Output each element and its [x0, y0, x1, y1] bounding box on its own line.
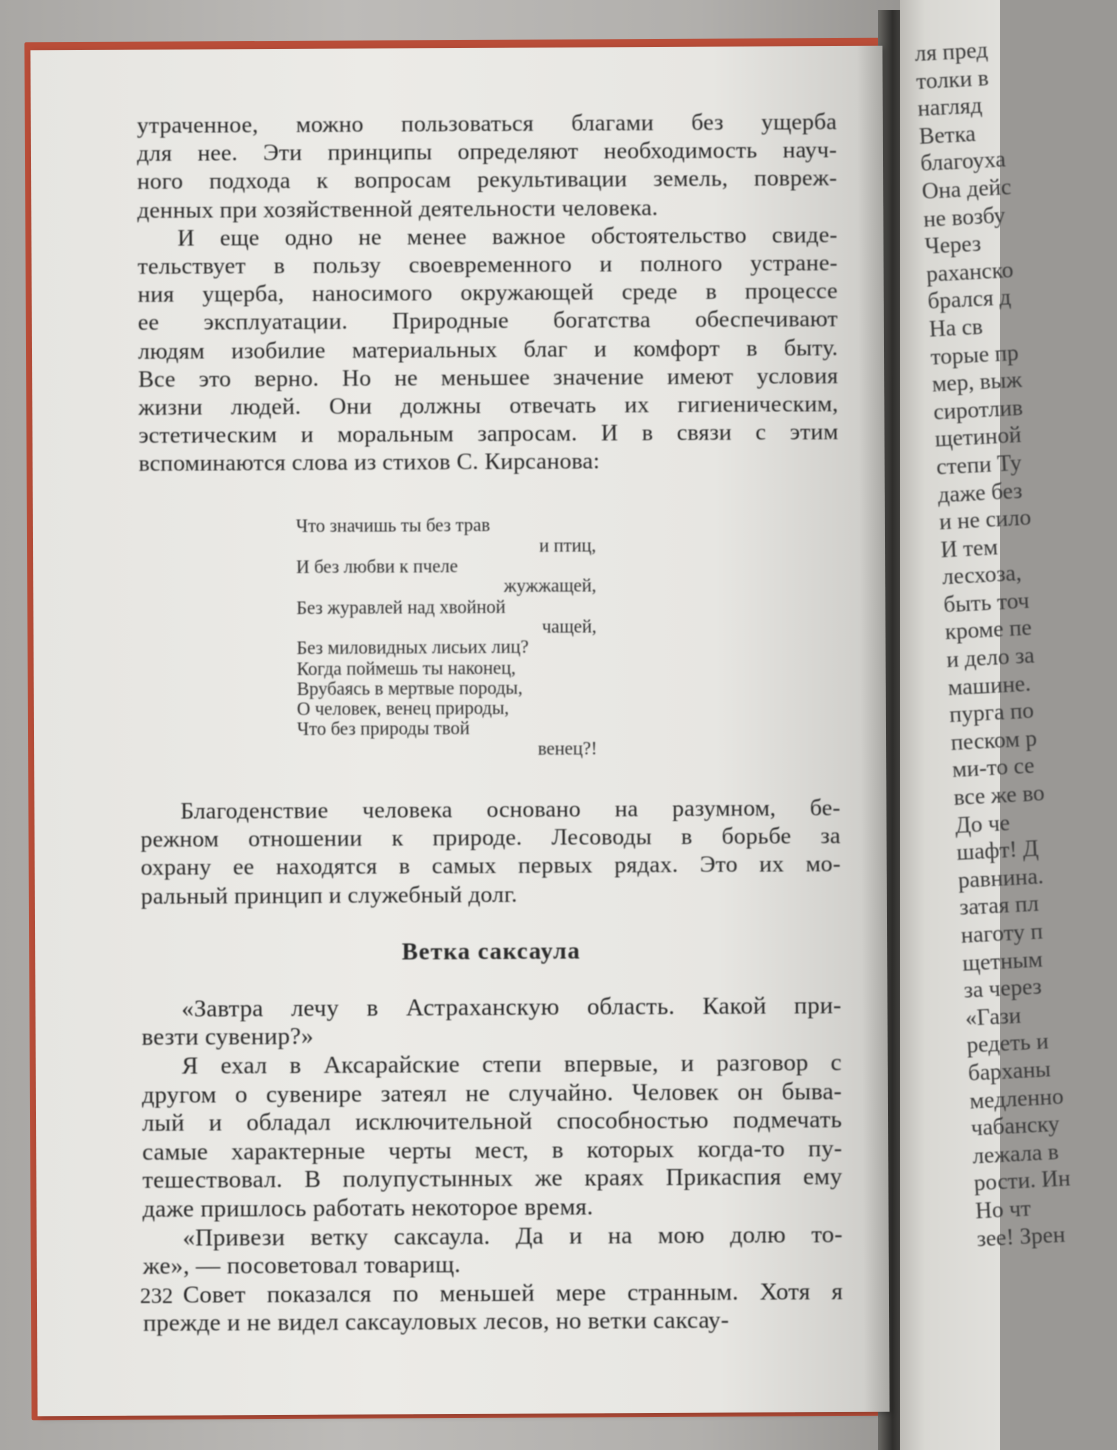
facing-page-line: зее! Зрен [976, 1221, 1066, 1251]
text-line: ральный принцип и служебный долг. [140, 881, 518, 910]
text-line: людям изобилие материальных благ и комфорт в быту. [137, 334, 839, 365]
facing-page-line: Она дейс [921, 174, 1012, 204]
page-content [137, 108, 843, 1339]
poem-line: венец?! [537, 739, 598, 760]
section-body-text [141, 992, 843, 1339]
poem-line: Без миловидных лисьих лиц? [296, 638, 529, 660]
poem-line: Врубаясь в мертвые породы, [296, 678, 523, 700]
facing-page-line: «Гази [964, 1002, 1022, 1031]
text-line: для нее. Эти принципы определяют необходимость науч- [136, 137, 838, 168]
facing-page-line: медленно [968, 1083, 1065, 1114]
paragraph [141, 992, 841, 1053]
text-line: везти сувенир?» [141, 1023, 314, 1052]
poem-line: И без любви к пчеле [296, 557, 458, 579]
text-line: охрану ее находятся в самых первых рядах. Это их мо- [140, 851, 841, 882]
paragraph [137, 221, 838, 478]
poem-line: Без журавлей над хвойной [296, 597, 506, 619]
text-line: жизни людей. Они должны отвечать их гигиеническим, [138, 391, 839, 421]
text-line: ного подхода к вопросам рекультивации земель, повреж- [137, 165, 838, 196]
facing-page-line: Но чт [974, 1195, 1032, 1224]
facing-page-line: лесхоза, [941, 560, 1023, 590]
poem-line: О человек, венец природы, [296, 699, 510, 721]
paragraph [142, 1049, 843, 1224]
facing-page-line: все же во [953, 780, 1046, 810]
text-line: Совет показался по меньшей мере странным. Хотя я [182, 1277, 844, 1309]
text-line: «Привези ветку саксаула. Да и на мою долю то- [182, 1220, 843, 1252]
poem-line: Что без природы твой [296, 719, 470, 741]
facing-page-line: чабанску [970, 1111, 1061, 1141]
facing-page-line: степи Ту [935, 449, 1023, 480]
text-line: прежде и не видел саксауловых лесов, но ветки саксау- [143, 1307, 730, 1338]
facing-page-line: пурга по [948, 697, 1035, 728]
facing-page-line: сиротлив [932, 394, 1024, 425]
body-text-after-poem [140, 794, 841, 910]
facing-page-line: и дело за [945, 642, 1036, 673]
facing-page-line: толки в [915, 64, 990, 94]
facing-page-text [914, 33, 1117, 1253]
facing-page [900, 0, 1072, 1450]
text-line: «Завтра лечу в Астраханскую область. Какой при- [181, 991, 842, 1023]
facing-page-line: шафт! Д [955, 835, 1040, 866]
page-number: 232 [140, 1283, 173, 1308]
text-line: эстетическим и моральным запросам. И в связи с этим [138, 419, 839, 449]
section-heading: Ветка саксаула [401, 938, 581, 966]
facing-page-line: брался д [927, 284, 1012, 314]
poem-line: Что значишь ты без трав [295, 516, 491, 538]
text-line: денных при хозяйственной деятельности человека. [137, 194, 659, 224]
facing-page-line: раханско [925, 256, 1014, 287]
facing-page-line: рости. Ин [973, 1165, 1072, 1196]
facing-page-line: мер, выж [931, 366, 1023, 397]
poem [296, 516, 597, 761]
facing-page-line: быть точ [942, 587, 1030, 618]
facing-page-line: песком р [950, 725, 1038, 755]
paragraph [143, 1221, 843, 1282]
facing-page-line: наготу п [960, 918, 1044, 948]
facing-page-line: ля пред [914, 37, 989, 66]
facing-page-line: благоуха [919, 146, 1007, 177]
facing-page-line: Ветка [918, 120, 977, 149]
paragraph [137, 108, 838, 224]
text-line: Я ехал в Аксарайские степи впервые, и разговор с [181, 1049, 842, 1080]
facing-page-line: И тем [940, 534, 999, 562]
facing-page-line: ми-то се [951, 753, 1036, 783]
facing-page-line: затая пл [958, 891, 1040, 921]
facing-page-line: за через [963, 973, 1043, 1003]
text-line: ния ущерба, наносимого окружающей среде в процессе [137, 278, 838, 308]
text-line: самые характерные черты мест, в которых когда-то пу- [142, 1134, 843, 1166]
facing-page-line: равнина. [957, 863, 1045, 893]
text-line: лый и обладал исключительной способностью подмечать [142, 1106, 843, 1137]
facing-page-line: До че [954, 809, 1011, 838]
text-line: Все это верно. Но не меньшее значение имеют условия [138, 362, 839, 393]
text-line: И еще одно не менее важное обстоятельство свиде- [177, 221, 838, 252]
facing-page-line: торые пр [929, 339, 1020, 370]
facing-page-line: и не сило [938, 504, 1032, 535]
text-line: режном отношении к природе. Лесоводы в борьбе за [140, 823, 841, 854]
text-line: тельствует в пользу своевременного и полного устране- [137, 250, 838, 280]
facing-page-line: Через [924, 230, 982, 259]
text-line: другом о сувенире затеял не случайно. Человек он быва- [141, 1077, 843, 1109]
poem-line: жужжащей, [503, 576, 597, 598]
poem-line: Когда поймешь ты наконец, [296, 658, 516, 680]
facing-page-line: кроме пе [944, 615, 1033, 645]
facing-page-line: На св [928, 313, 984, 342]
facing-page-line: лежала в [971, 1138, 1060, 1169]
facing-page-line: барханы [967, 1056, 1052, 1086]
text-line: тешествовал. В полупустынных же краях Прикаспия ему [142, 1163, 843, 1195]
facing-page-line: даже без [937, 477, 1023, 507]
text-line: ее эксплуатации. Природные богатства обеспечивают [137, 306, 838, 337]
facing-page-line: не возбу [922, 202, 1006, 232]
text-line: вспоминаются слова из стихов С. Кирсанова: [138, 448, 600, 478]
poem-line: и птиц, [539, 536, 597, 557]
poem-line: чащей, [541, 617, 597, 638]
text-line: даже пришлось работать некоторое время. [142, 1193, 594, 1223]
text-line: же», — посоветовал товарищ. [142, 1251, 461, 1280]
facing-page-line: щетным [961, 946, 1044, 976]
body-text-before-poem [137, 108, 839, 478]
facing-page-line: щетиной [934, 422, 1022, 452]
text-line: Благоденствие человека основано на разумном, бе- [180, 795, 841, 825]
facing-page-line: нагляд [916, 92, 983, 122]
text-line: утраченное, можно пользоваться благами без ущерба [136, 109, 837, 139]
paragraph [143, 1278, 843, 1339]
facing-page-line: машине. [947, 670, 1032, 700]
facing-page-line: редеть и [966, 1028, 1050, 1058]
